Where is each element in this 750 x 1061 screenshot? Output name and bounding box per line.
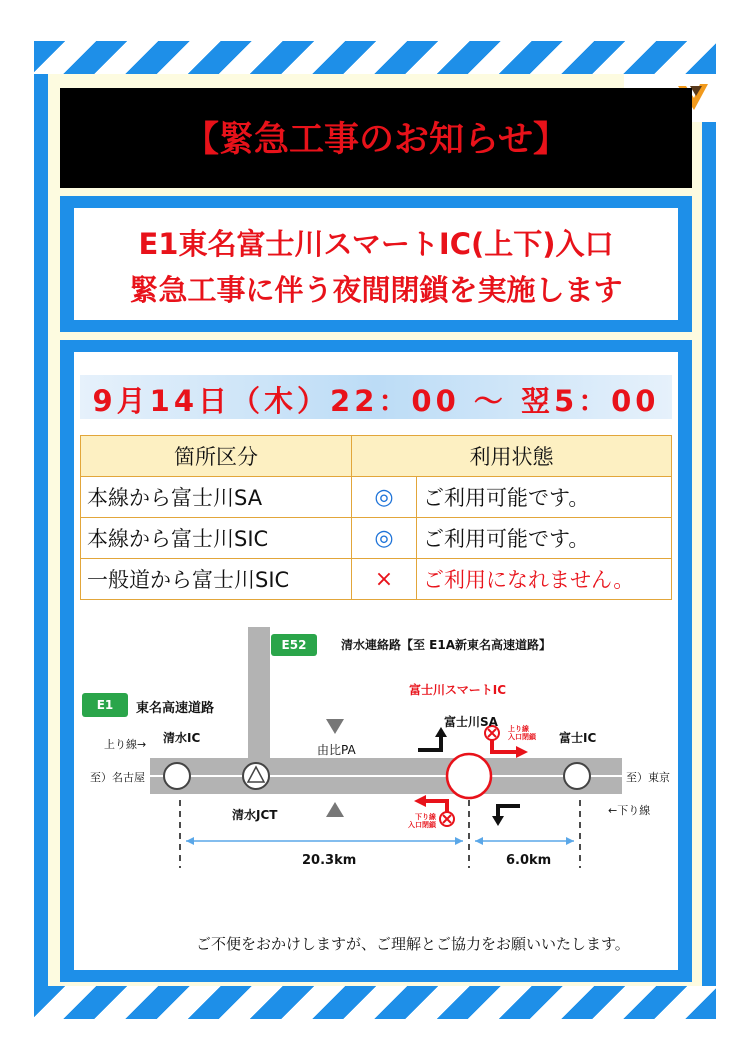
row-status: ご利用になれません。 [417,559,672,600]
e52-road [248,627,270,767]
smart-ic-marker [447,754,491,798]
up-line-label: 上り線→ [104,738,147,751]
row-mark: × [352,559,417,600]
shimizu-ic-marker [164,763,190,789]
fuji-ic-marker [564,763,590,789]
row-status: ご利用可能です。 [417,518,672,559]
e52-label: 清水連絡路【至 E1A新東名高速道路】 [341,638,552,652]
row-place: 本線から富士川SA [81,477,352,518]
yui-pa-label: 由比PA [317,743,356,757]
row-place: 本線から富士川SIC [81,518,352,559]
down-closed-x-icon [440,812,454,826]
to-tokyo-label: 至）東京 [626,771,670,784]
fuji-ic-label: 富士IC [559,731,597,745]
row-mark: ◎ [352,477,417,518]
header-status: 利用状態 [352,436,672,477]
shimizu-ic-label: 清水IC [163,731,201,745]
distance-2: 6.0km [506,853,552,868]
e1-badge: E1 [82,693,128,717]
sa-exit-arrow [418,735,441,750]
distance-1: 20.3km [302,853,357,868]
shimizu-jct-label: 清水JCT [232,808,278,822]
schedule-text: 9月14日（木）22：00 ～ 翌5：00 [92,384,660,418]
pa-up-triangle-icon [326,802,344,817]
up-closed-label: 上り線 入口閉鎖 [508,725,536,741]
down-closed-arrowhead-icon [414,795,426,807]
notice-line-1: E1東名富士川スマートIC(上下)入口 [138,227,614,261]
notice-line-2: 緊急工事に伴う夜間閉鎖を実施します [129,273,623,307]
closing-message: ご不便をおかけしますが、ご理解とご協力をお願いいたします。 [196,935,630,953]
smart-ic-label: 富士川スマートIC [409,683,507,697]
row-mark: ◎ [352,518,417,559]
ic-exit-arrowhead-icon [492,816,504,826]
up-closed-arrowhead-icon [516,746,528,758]
down-closed-label: 下り線 入口閉鎖 [408,813,436,829]
e52-badge: E52 [271,634,317,656]
page-title: 【緊急工事のお知らせ】 [184,120,568,160]
fujikawa-sa-label: 富士川SA [444,715,498,729]
pa-down-triangle-icon [326,719,344,734]
to-nagoya-label: 至）名古屋 [90,771,145,784]
e1-label: 東名高速道路 [136,701,215,716]
header-place: 箇所区分 [81,436,352,477]
down-line-label: ←下り線 [608,804,651,817]
row-place: 一般道から富士川SIC [81,559,352,600]
row-status: ご利用可能です。 [417,477,672,518]
